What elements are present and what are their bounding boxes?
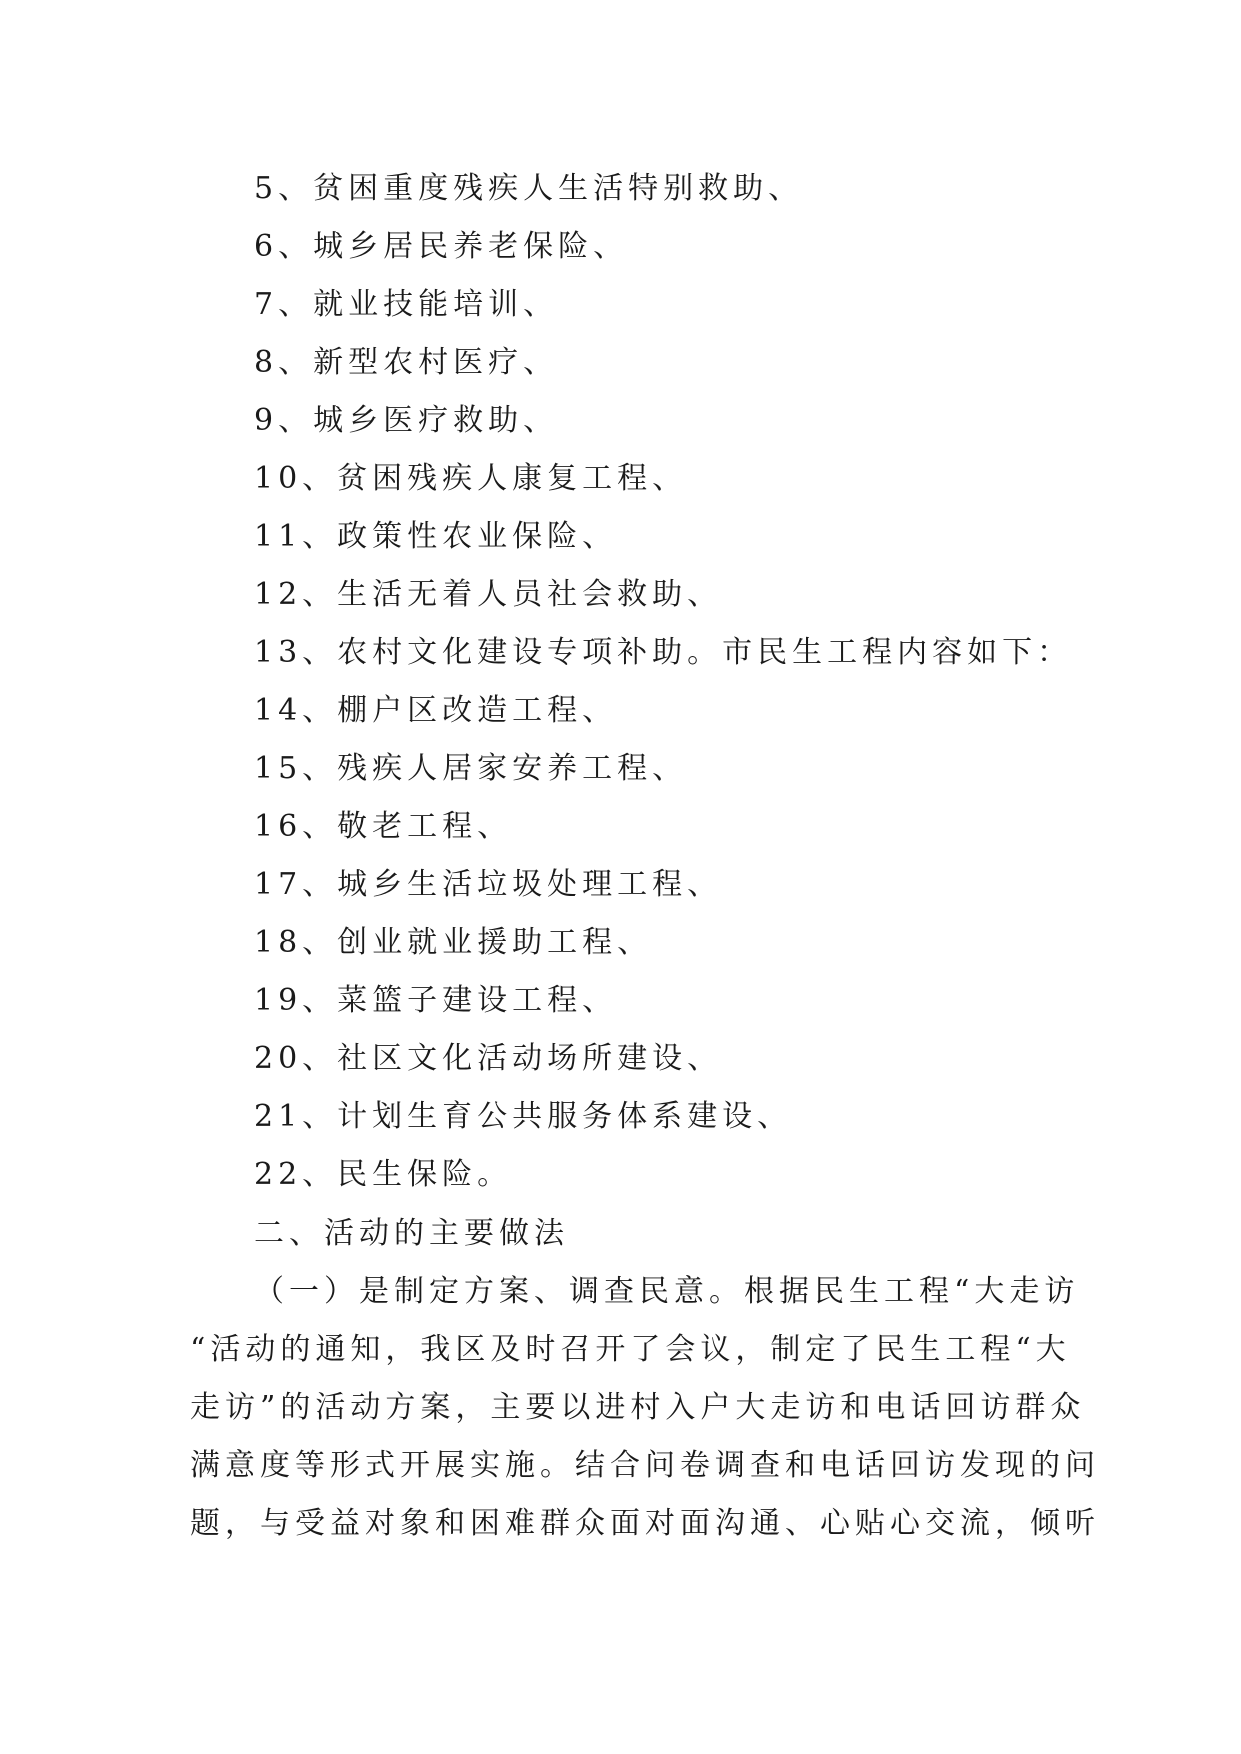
list-item: 11、政策性农业保险、: [254, 519, 618, 554]
list-item: 21、计划生育公共服务体系建设、: [254, 1099, 793, 1134]
body-paragraph: [190, 1263, 1100, 1553]
paragraph-line: “活动的通知，我区及时召开了会议，制定了民生工程“大: [190, 1332, 1071, 1367]
paragraph-line: （一）是制定方案、调查民意。根据民生工程“大走访: [254, 1274, 1080, 1309]
list-item: 15、残疾人居家安养工程、: [254, 751, 688, 786]
list-item: 9、城乡医疗救助、: [254, 403, 559, 438]
list-item: 14、棚户区改造工程、: [254, 693, 618, 728]
list-item: 18、创业就业援助工程、: [254, 925, 653, 960]
list-item: 16、敬老工程、: [254, 809, 513, 844]
list-item: 8、新型农村医疗、: [254, 345, 559, 380]
list-item: 12、生活无着人员社会救助、: [254, 577, 723, 612]
list-item: 6、城乡居民养老保险、: [254, 229, 629, 264]
paragraph-line: 满意度等形式开展实施。结合问卷调查和电话回访发现的问: [190, 1448, 1100, 1483]
paragraph-line: 走访”的活动方案，主要以进村入户大走访和电话回访群众: [190, 1390, 1086, 1425]
list-item: 7、就业技能培训、: [254, 287, 559, 322]
list-item: 13、农村文化建设专项补助。市民生工程内容如下：: [254, 635, 1073, 670]
list-item: 22、民生保险。: [254, 1157, 513, 1192]
list-item: 17、城乡生活垃圾处理工程、: [254, 867, 723, 902]
paragraph-line: 题，与受益对象和困难群众面对面沟通、心贴心交流，倾听: [190, 1506, 1100, 1541]
list-item: 10、贫困残疾人康复工程、: [254, 461, 688, 496]
section-heading: 二、活动的主要做法: [254, 1216, 569, 1251]
livelihood-project-list: [254, 160, 1072, 1204]
list-item: 5、贫困重度残疾人生活特别救助、: [254, 171, 804, 206]
list-item: 19、菜篮子建设工程、: [254, 983, 618, 1018]
list-item: 20、社区文化活动场所建设、: [254, 1041, 723, 1076]
